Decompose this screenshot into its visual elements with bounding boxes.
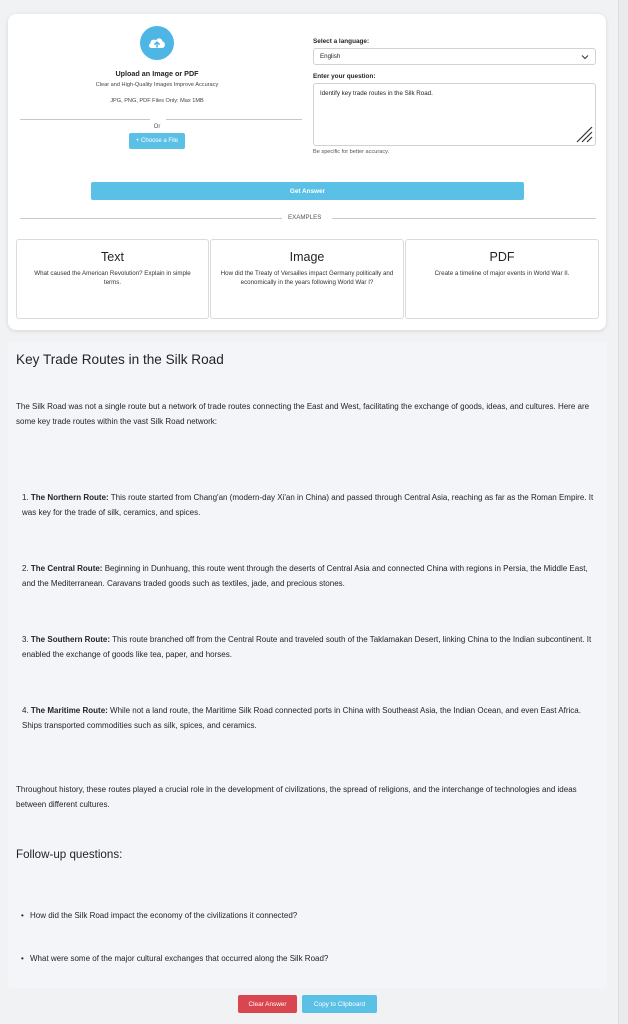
get-answer-button[interactable]: Get Answer [91, 182, 524, 200]
route-item: 4. The Maritime Route: While not a land route, the Maritime Silk Road connected ports in China with Southeast Asia, the Indian Ocean, and even East Africa. Ships transported commodities such as silk, spices, and ceramics. [22, 706, 581, 731]
clear-answer-button[interactable]: Clear Answer [238, 995, 297, 1013]
question-text: Identify key trade routes in the Silk Road. [320, 90, 433, 97]
page-scrollbar[interactable] [618, 0, 628, 1024]
question-label: Enter your question: [313, 73, 376, 80]
example-card-title: PDF [489, 250, 515, 264]
followup-title: Follow-up questions: [16, 848, 123, 861]
example-card-body: How did the Treaty of Versailles impact Germany politically and economically in the years following World War I? [220, 270, 394, 286]
route-item: 1. The Northern Route: This route started from Chang'an (modern-day Xi'an in China) and passed through Central Asia, reaching as far as the Roman Empire. It was key for the trade of silk, ceramics, and spices. [22, 493, 594, 518]
chevron-down-icon [581, 54, 589, 60]
example-card-body: What caused the American Revolution? Explain in simple terms. [34, 270, 191, 286]
answer-panel [8, 342, 607, 988]
or-text: Or [150, 124, 165, 130]
followup-question[interactable]: • What were some of the major cultural exchanges that occurred along the Silk Road? [30, 954, 328, 963]
example-card-title: Image [289, 250, 325, 264]
examples-label: EXAMPLES [288, 214, 322, 221]
language-select[interactable] [313, 48, 596, 65]
question-hint: Be specific for better accuracy. [313, 149, 390, 155]
choose-file-button[interactable]: + Choose a File [129, 133, 185, 149]
answer-intro: The Silk Road was not a single route but a network of trade routes connecting the East and West, facilitating the exchange of goods, ideas, and cultures. Here are some key trade routes within the vast Silk Road network: [16, 402, 590, 427]
followup-question[interactable]: • How did the Silk Road impact the economy of the civilizations it connected? [30, 911, 297, 920]
example-card-text[interactable] [16, 239, 209, 319]
answer-conclusion: Throughout history, these routes played a crucial role in the development of civilizations, the spread of religions, and the interchange of technologies and ideas between different cultures. [16, 785, 577, 810]
upload-title: Upload an Image or PDF [115, 69, 199, 78]
example-card-pdf[interactable] [405, 239, 599, 319]
copy-to-clipboard-button[interactable]: Copy to Clipboard [302, 995, 377, 1013]
example-card-image[interactable] [210, 239, 404, 319]
example-card-title: Text [101, 250, 124, 264]
language-label: Select a language: [313, 38, 370, 45]
or-divider [12, 115, 302, 130]
resize-grip-icon[interactable] [571, 121, 593, 143]
example-card-body: Create a timeline of major events in World War II. [434, 270, 570, 277]
question-panel [313, 38, 596, 155]
upload-area[interactable] [12, 22, 302, 149]
language-selected-value: English [320, 53, 341, 60]
question-input[interactable] [313, 83, 596, 146]
route-item: 2. The Central Route: Beginning in Dunhuang, this route went through the deserts of Central Asia and connected China with regions in Persia, the Middle East, and the Mediterranean. Caravans traded goods such as textiles, jade, and precious stones. [22, 564, 588, 589]
answer-title: Key Trade Routes in the Silk Road [16, 352, 224, 367]
upload-file-types: JPG, PNG, PDF Files Only: Max 1MB [110, 98, 204, 104]
cloud-upload-icon[interactable] [140, 26, 174, 60]
examples-divider [20, 214, 596, 222]
route-item: 3. The Southern Route: This route branched off from the Central Route and traveled south of the Taklamakan Desert, linking China to the Indian subcontinent. It enabled the exchange of goods like tea, paper, and horses. [22, 635, 592, 660]
upload-subtitle: Clear and High-Quality Images Improve Accuracy [95, 82, 219, 88]
